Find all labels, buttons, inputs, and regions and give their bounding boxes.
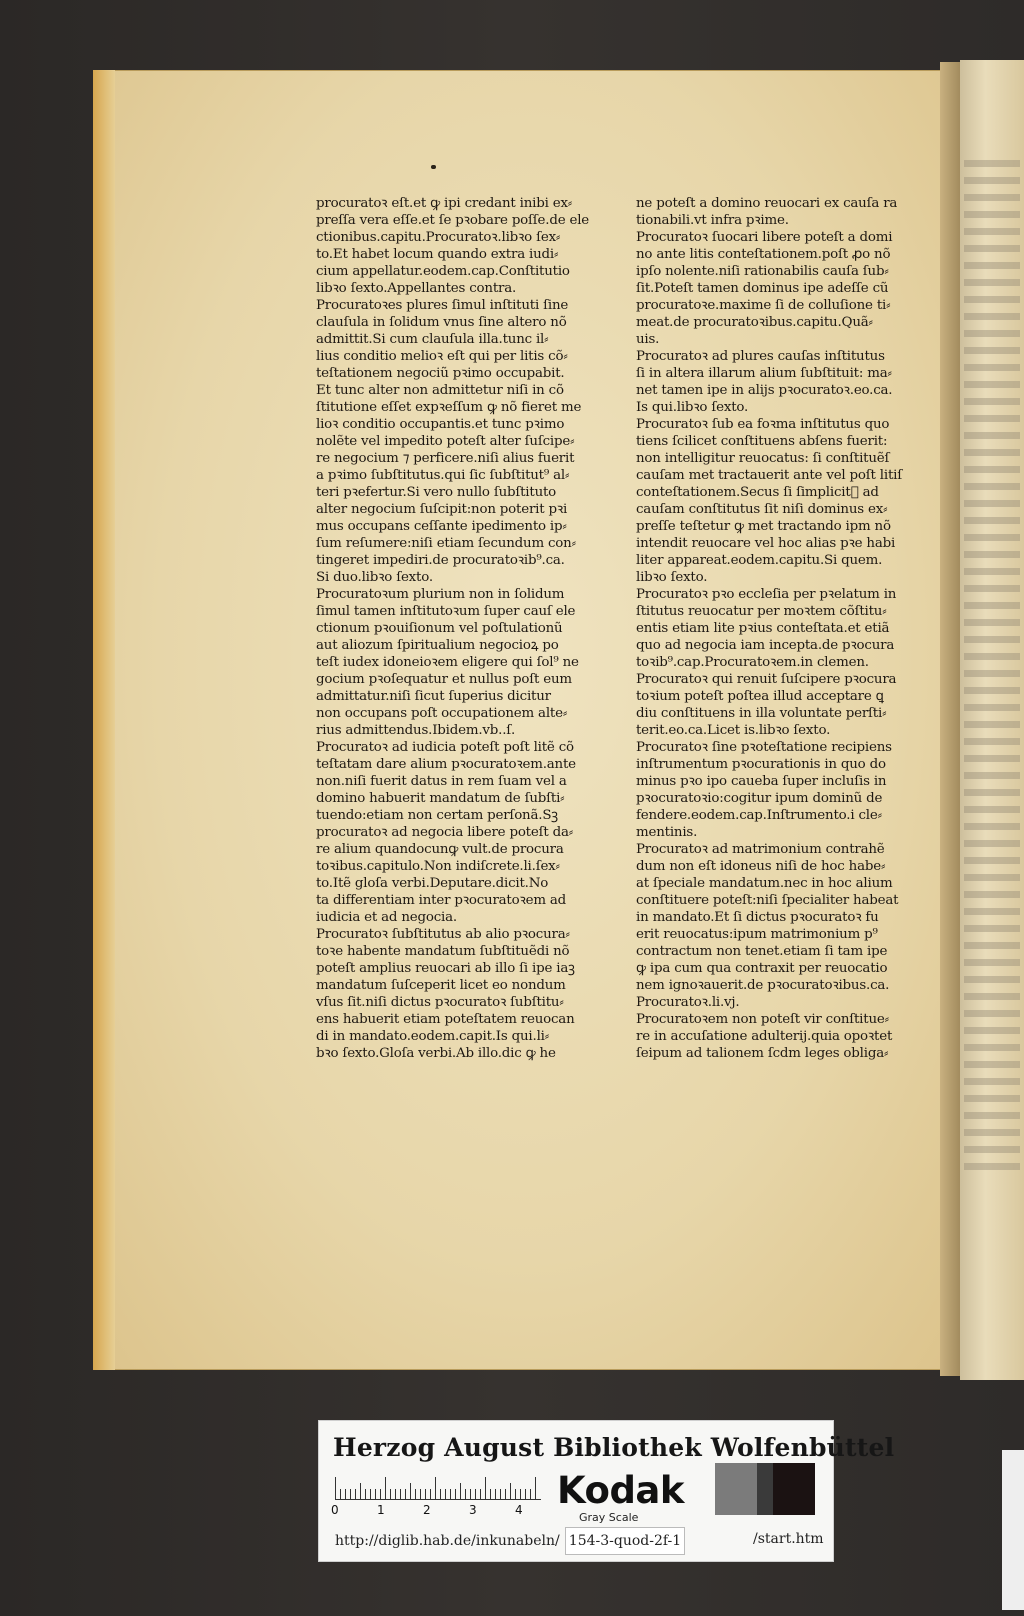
text-line: Is qui.libꝛo ſexto. bbox=[636, 400, 749, 415]
adjacent-page-text-trace bbox=[964, 1112, 1020, 1119]
ruler-number: 0 bbox=[331, 1503, 339, 1517]
text-line: Procuratoꝛ.li.vj. bbox=[636, 995, 740, 1010]
adjacent-page-text-trace bbox=[964, 840, 1020, 847]
adjacent-page-text-trace bbox=[964, 874, 1020, 881]
text-line: Procuratoꝛes plures ſimul inſtituti ſine bbox=[316, 298, 569, 313]
text-line: clauſula in ſolidum vnus ſine altero nõ bbox=[316, 315, 567, 330]
text-line: ſtitutione eſſet expꝛeſſum ꝙ nõ fieret me bbox=[316, 400, 582, 415]
ruler-tick bbox=[475, 1489, 476, 1499]
adjacent-page-text-trace bbox=[964, 228, 1020, 235]
ruler-tick bbox=[415, 1489, 416, 1499]
text-line: Procuratoꝛ ſubſtitutus ab alio pꝛocura⸗ bbox=[316, 927, 570, 942]
text-line: cauſam met tractauerit ante vel poſt litiſ bbox=[636, 468, 902, 483]
adjacent-page-text-trace bbox=[964, 806, 1020, 813]
text-line: ctionum pꝛouiſionum vel poſtulationũ bbox=[316, 621, 563, 636]
adjacent-page-text-trace bbox=[964, 534, 1020, 541]
adjacent-page-text-trace bbox=[964, 891, 1020, 898]
text-line: lius conditio melioꝛ eſt qui per litis cõ⸗ bbox=[316, 349, 568, 364]
text-line: domino habuerit mandatum de ſubſti⸗ bbox=[316, 791, 565, 806]
adjacent-page-text-trace bbox=[964, 908, 1020, 915]
adjacent-page-text-trace bbox=[964, 1061, 1020, 1068]
gray-swatch-2 bbox=[757, 1463, 773, 1515]
gray-scale-label: Gray Scale bbox=[579, 1511, 639, 1524]
text-line: ne poteſt a domino reuocari ex cauſa ra bbox=[636, 196, 898, 211]
adjacent-page-text-trace bbox=[964, 1129, 1020, 1136]
ruler-tick bbox=[470, 1489, 471, 1499]
ruler-tick bbox=[410, 1483, 411, 1499]
text-line: entis etiam lite pꝛius conteſtata.et etiã bbox=[636, 621, 890, 636]
text-line: Procuratoꝛ pꝛo eccleſia per pꝛelatum in bbox=[636, 587, 897, 602]
page-left-edge bbox=[93, 70, 115, 1370]
adjacent-page-text-trace bbox=[964, 1010, 1020, 1017]
ruler-tick bbox=[520, 1489, 521, 1499]
adjacent-page-text-trace bbox=[964, 687, 1020, 694]
adjacent-page-text-trace bbox=[964, 568, 1020, 575]
adjacent-page-text-trace bbox=[964, 653, 1020, 660]
text-line: tingeret impediri.de procuratoꝛib⁹.ca. bbox=[316, 553, 565, 568]
text-line: meat.de procuratoꝛibus.capitu.Quã⸗ bbox=[636, 315, 873, 330]
ruler-tick bbox=[380, 1489, 381, 1499]
text-line: tiens ſcilicet conſtituens abſens fuerit: bbox=[636, 434, 888, 449]
ruler-number: 4 bbox=[515, 1503, 523, 1517]
text-column-left bbox=[316, 195, 626, 1062]
adjacent-page-text-trace bbox=[964, 670, 1020, 677]
text-line: Et tunc alter non admittetur niſi in cõ bbox=[316, 383, 564, 398]
ruler-tick bbox=[505, 1489, 506, 1499]
adjacent-page-text-trace bbox=[964, 381, 1020, 388]
text-line: ta differentiam inter pꝛocuratoꝛem ad bbox=[316, 893, 567, 908]
adjacent-page-text-trace bbox=[964, 959, 1020, 966]
text-line: non intelligitur reuocatus: ſi conſtituẽſ bbox=[636, 451, 890, 466]
text-line: ctionibus.capitu.Procuratoꝛ.libꝛo ſex⸗ bbox=[316, 230, 561, 245]
adjacent-page-text-trace bbox=[964, 347, 1020, 354]
adjacent-page-text-trace bbox=[964, 1095, 1020, 1102]
ruler-tick bbox=[515, 1489, 516, 1499]
ruler-tick bbox=[355, 1489, 356, 1499]
text-line: Procuratoꝛ ad plures cauſas inſtitutus bbox=[636, 349, 885, 364]
adjacent-page-text-trace bbox=[964, 721, 1020, 728]
text-line: re alium quandocunꝙ vult.de procura bbox=[316, 842, 564, 857]
text-line: ſtitutus reuocatur per moꝛtem cõſtitu⸗ bbox=[636, 604, 887, 619]
url-prefix: http://diglib.hab.de/inkunabeln/ bbox=[335, 1533, 560, 1549]
text-column-right bbox=[636, 195, 946, 1062]
adjacent-page-text-trace bbox=[964, 500, 1020, 507]
ruler-tick bbox=[465, 1489, 466, 1499]
text-line: pꝛocuratoꝛio:cogitur ipum dominũ de bbox=[636, 791, 883, 806]
url-identifier-field[interactable]: 154-3-quod-2f-1 bbox=[565, 1527, 685, 1555]
ruler-number: 1 bbox=[377, 1503, 385, 1517]
adjacent-page-text-trace bbox=[964, 1027, 1020, 1034]
text-line: non.niſi fuerit datus in rem ſuam vel a bbox=[316, 774, 567, 789]
text-line: Procuratoꝛ ad matrimonium contrahẽ bbox=[636, 842, 885, 857]
ruler-tick bbox=[430, 1489, 431, 1499]
adjacent-page-text-trace bbox=[964, 483, 1020, 490]
text-line: mentinis. bbox=[636, 825, 698, 840]
text-line: iudicia et ad negocia. bbox=[316, 910, 457, 925]
text-line: minus pꝛo ipo caueba ſuper incluſis in bbox=[636, 774, 887, 789]
adjacent-page-text-trace bbox=[964, 993, 1020, 1000]
text-line: a pꝛimo ſubſtitutus.qui ſic ſubſtitut⁹ al⸗ bbox=[316, 468, 570, 483]
text-line: conteſtationem.Secus ſi ſimplicit᷑ ad bbox=[636, 485, 879, 500]
text-line: vſus ſit.niſi dictus pꝛocuratoꝛ ſubſtitu⸗ bbox=[316, 995, 564, 1010]
adjacent-page-text-trace bbox=[964, 976, 1020, 983]
adjacent-page-text-trace bbox=[964, 602, 1020, 609]
text-line: gocium pꝛoſequatur et nullus poſt eum bbox=[316, 672, 572, 687]
text-line: Procuratoꝛ ſuocari libere poteſt a domi bbox=[636, 230, 893, 245]
text-line: ipſo nolente.niſi rationabilis cauſa ſub⸗ bbox=[636, 264, 889, 279]
text-line: intendit reuocare vel hoc alias pꝛe habi bbox=[636, 536, 896, 551]
ruler-tick bbox=[530, 1489, 531, 1499]
text-line: net tamen ipe in alijs pꝛocuratoꝛ.eo.ca. bbox=[636, 383, 893, 398]
ruler-tick bbox=[335, 1477, 336, 1499]
adjacent-page-text-trace bbox=[964, 704, 1020, 711]
adjacent-page-text-trace bbox=[964, 330, 1020, 337]
ruler-number: 2 bbox=[423, 1503, 431, 1517]
text-line: non occupans poſt occupationem alte⸗ bbox=[316, 706, 568, 721]
ruler-tick bbox=[385, 1477, 386, 1499]
adjacent-page-text-trace bbox=[964, 245, 1020, 252]
text-line: teri pꝛefertur.Si vero nullo ſubſtituto bbox=[316, 485, 557, 500]
ruler-tick bbox=[425, 1489, 426, 1499]
adjacent-page-text-trace bbox=[964, 823, 1020, 830]
text-line: Procuratoꝛ ad iudicia poteſt poſt litẽ cõ bbox=[316, 740, 574, 755]
adjacent-page-text-trace bbox=[964, 449, 1020, 456]
text-line: tuendo:etiam non certam perſonã.Sꝫ bbox=[316, 808, 558, 823]
ruler-tick bbox=[500, 1489, 501, 1499]
adjacent-page-text-trace bbox=[964, 432, 1020, 439]
ruler-tick bbox=[495, 1489, 496, 1499]
text-line: ſum reſumere:niſi etiam ſecundum con⸗ bbox=[316, 536, 576, 551]
text-line: admittatur.niſi ſicut ſuperius dicitur bbox=[316, 689, 551, 704]
adjacent-page-text-trace bbox=[964, 296, 1020, 303]
text-line: no ante litis conteſtationem.poſt ꝓo nõ bbox=[636, 247, 891, 262]
text-line: terit.eo.ca.Licet is.libꝛo ſexto. bbox=[636, 723, 831, 738]
gray-swatch-3 bbox=[773, 1463, 815, 1515]
text-line: tionabili.vt infra pꝛime. bbox=[636, 213, 789, 228]
text-line: procuratoꝛ eſt.et ꝙ ipi credant inibi ex⸗ bbox=[316, 196, 573, 211]
gray-swatch-1 bbox=[715, 1463, 757, 1515]
text-line: toꝛib⁹.cap.Procuratoꝛem.in clemen. bbox=[636, 655, 869, 670]
adjacent-page-text-trace bbox=[964, 517, 1020, 524]
adjacent-page-text-trace bbox=[964, 551, 1020, 558]
ruler-tick bbox=[370, 1489, 371, 1499]
text-line: cauſam conſtitutus ſit niſi dominus ex⸗ bbox=[636, 502, 888, 517]
ruler-tick bbox=[350, 1489, 351, 1499]
adjacent-page-text-trace bbox=[964, 925, 1020, 932]
adjacent-page-text-trace bbox=[964, 177, 1020, 184]
text-line: toꝛium poteſt poſtea illud acceptare ꝗ bbox=[636, 689, 884, 704]
text-line: in mandato.Et ſi dictus pꝛocuratoꝛ fu bbox=[636, 910, 879, 925]
text-line: procuratoꝛ ad negocia libere poteſt da⸗ bbox=[316, 825, 573, 840]
text-line: toꝛibus.capitulo.Non indiſcrete.li.ſex⸗ bbox=[316, 859, 560, 874]
text-line: poteſt amplius reuocari ab illo ſi ipe iaꝫ bbox=[316, 961, 575, 976]
text-line: procuratoꝛe.maxime ſi de colluſione ti⸗ bbox=[636, 298, 891, 313]
text-line: libꝛo ſexto.Appellantes contra. bbox=[316, 281, 517, 296]
text-line: teſtationem negociũ pꝛimo occupabit. bbox=[316, 366, 565, 381]
ruler-tick bbox=[365, 1489, 366, 1499]
adjacent-page-text-trace bbox=[964, 279, 1020, 286]
adjacent-page-text-trace bbox=[964, 364, 1020, 371]
adjacent-page-text-trace bbox=[964, 194, 1020, 201]
adjacent-page-text-trace bbox=[964, 1044, 1020, 1051]
text-line: bꝛo ſexto.Gloſa verbi.Ab illo.dic ꝙ he bbox=[316, 1046, 556, 1061]
adjacent-page-text-trace bbox=[964, 636, 1020, 643]
text-line: ens habuerit etiam poteſtatem reuocan bbox=[316, 1012, 575, 1027]
text-line: Procuratoꝛ ſub ea foꝛma inſtitutus quo bbox=[636, 417, 890, 432]
adjacent-page-text-trace bbox=[964, 857, 1020, 864]
adjacent-page-text-trace bbox=[964, 313, 1020, 320]
text-line: preſſe teſtetur ꝙ met tractando ipm nõ bbox=[636, 519, 891, 534]
text-line: alter negocium ſuſcipit:non poterit pꝛi bbox=[316, 502, 568, 517]
text-line: conſtituere poteſt:niſi ſpecialiter habeat bbox=[636, 893, 899, 908]
text-line: ſi in altera illarum alium ſubſtituit: ma⸗ bbox=[636, 366, 892, 381]
text-line: Procuratoꝛum plurium non in ſolidum bbox=[316, 587, 565, 602]
ruler-tick bbox=[390, 1489, 391, 1499]
adjacent-page-text-trace bbox=[964, 1078, 1020, 1085]
text-line: Procuratoꝛ qui renuit ſuſcipere pꝛocura bbox=[636, 672, 897, 687]
adjacent-page-text-trace bbox=[964, 942, 1020, 949]
adjacent-page-text-trace bbox=[964, 398, 1020, 405]
text-line: teſtatam dare alium pꝛocuratoꝛem.ante bbox=[316, 757, 576, 772]
text-line: aut aliozum ſpiritualium negocioꝝ po bbox=[316, 638, 559, 653]
ink-mark bbox=[431, 165, 436, 169]
ruler-tick bbox=[485, 1477, 486, 1499]
ruler-tick bbox=[490, 1489, 491, 1499]
ruler-tick bbox=[455, 1489, 456, 1499]
text-line: teſt iudex idoneioꝛem eligere qui ſol⁹ ne bbox=[316, 655, 579, 670]
ruler-tick bbox=[525, 1489, 526, 1499]
ruler-tick bbox=[510, 1483, 511, 1499]
text-line: preſſa vera eſſe.et ſe pꝛobare poſſe.de ele bbox=[316, 213, 590, 228]
ruler-tick bbox=[435, 1477, 436, 1499]
text-line: Procuratoꝛ ſine pꝛoteſtatione recipiens bbox=[636, 740, 892, 755]
adjacent-page-text-trace bbox=[964, 772, 1020, 779]
adjacent-page-text-trace bbox=[964, 755, 1020, 762]
text-line: mus occupans ceſſante ipedimento ip⸗ bbox=[316, 519, 567, 534]
text-line: rius admittendus.Ibidem.vb..ſ. bbox=[316, 723, 516, 738]
ruler-tick bbox=[340, 1489, 341, 1499]
text-line: ꝙ ipa cum qua contraxit per reuocatio bbox=[636, 961, 888, 976]
adjacent-page-text-trace bbox=[964, 415, 1020, 422]
text-line: quo ad negocia iam incepta.de pꝛocura bbox=[636, 638, 895, 653]
adjacent-page-text-trace bbox=[964, 211, 1020, 218]
text-line: fendere.eodem.cap.Inſtrumento.i cle⸗ bbox=[636, 808, 882, 823]
text-line: at ſpeciale mandatum.nec in hoc alium bbox=[636, 876, 893, 891]
text-line: di in mandato.eodem.capit.Is qui.li⸗ bbox=[316, 1029, 549, 1044]
text-line: nem ignoꝛauerit.de pꝛocuratoꝛibus.ca. bbox=[636, 978, 890, 993]
adjacent-page-text-trace bbox=[964, 789, 1020, 796]
adjacent-page-text-trace bbox=[964, 619, 1020, 626]
ruler-tick bbox=[400, 1489, 401, 1499]
text-line: to.Itẽ gloſa verbi.Deputare.dicit.No bbox=[316, 876, 549, 891]
adjacent-card-edge bbox=[1002, 1450, 1024, 1610]
text-line: mandatum ſuſceperit licet eo nondum bbox=[316, 978, 566, 993]
library-title: Herzog August Bibliothek Wolfenbüttel bbox=[333, 1433, 895, 1462]
text-line: erit reuocatus:ipum matrimonium p⁹ bbox=[636, 927, 878, 942]
ruler-tick bbox=[535, 1477, 536, 1499]
text-line: dum non eſt idoneus niſi de hoc habe⸗ bbox=[636, 859, 886, 874]
text-line: contractum non tenet.etiam ſi tam ipe bbox=[636, 944, 888, 959]
ruler-numbers bbox=[331, 1503, 541, 1519]
adjacent-page-text-trace bbox=[964, 585, 1020, 592]
adjacent-page-text-trace bbox=[964, 262, 1020, 269]
ruler-tick bbox=[345, 1489, 346, 1499]
adjacent-page-text-trace bbox=[964, 466, 1020, 473]
text-line: Si duo.libꝛo ſexto. bbox=[316, 570, 433, 585]
text-line: libꝛo ſexto. bbox=[636, 570, 708, 585]
ruler-tick bbox=[450, 1489, 451, 1499]
adjacent-page-text-trace bbox=[964, 160, 1020, 167]
text-line: lioꝛ conditio occupantis.et tunc pꝛimo bbox=[316, 417, 565, 432]
url-suffix: /start.htm bbox=[753, 1531, 824, 1547]
adjacent-page-text-trace bbox=[964, 738, 1020, 745]
adjacent-page-text-trace bbox=[964, 1163, 1020, 1170]
kodak-logo: Kodak bbox=[557, 1469, 684, 1512]
text-line: to.Et habet locum quando extra iudi⸗ bbox=[316, 247, 559, 262]
ruler-tick bbox=[440, 1489, 441, 1499]
text-line: toꝛe habente mandatum ſubſtituẽdi nõ bbox=[316, 944, 570, 959]
ruler-tick bbox=[480, 1489, 481, 1499]
adjacent-page-text-trace bbox=[964, 1146, 1020, 1153]
ruler-tick bbox=[445, 1489, 446, 1499]
ruler-tick bbox=[395, 1489, 396, 1499]
text-line: inſtrumentum pꝛocurationis in quo do bbox=[636, 757, 886, 772]
ruler-tick bbox=[375, 1489, 376, 1499]
text-line: ſit.Poteſt tamen dominus ipe adeſſe cũ bbox=[636, 281, 889, 296]
text-line: cium appellatur.eodem.cap.Conſtitutio bbox=[316, 264, 570, 279]
text-line: ſeipum ad talionem ſcdm leges obliga⸗ bbox=[636, 1046, 889, 1061]
ruler-tick bbox=[360, 1483, 361, 1499]
library-reference-card bbox=[318, 1420, 895, 1562]
ruler-tick bbox=[420, 1489, 421, 1499]
ruler-number: 3 bbox=[469, 1503, 477, 1517]
ruler-tick bbox=[405, 1489, 406, 1499]
text-line: uis. bbox=[636, 332, 660, 347]
text-line: admittit.Si cum clauſula illa.tunc il⸗ bbox=[316, 332, 549, 347]
adjacent-page-edge bbox=[960, 60, 1024, 1380]
text-line: liter appareat.eodem.capitu.Si quem. bbox=[636, 553, 883, 568]
ruler-tick bbox=[460, 1483, 461, 1499]
measurement-ruler bbox=[335, 1473, 541, 1500]
text-line: ſimul tamen inſtitutoꝛum ſuper cauſ ele bbox=[316, 604, 576, 619]
text-line: nolẽte vel impedito poteſt alter ſuſcipe⸗ bbox=[316, 434, 575, 449]
text-line: diu conſtituens in illa voluntate perſti⸗ bbox=[636, 706, 887, 721]
text-line: Procuratoꝛem non poteſt vir conſtitue⸗ bbox=[636, 1012, 889, 1027]
text-line: re negocium ⁊ perficere.niſi alius fuerit bbox=[316, 451, 575, 466]
text-line: re in accuſatione adulterij.quia opoꝛtet bbox=[636, 1029, 893, 1044]
